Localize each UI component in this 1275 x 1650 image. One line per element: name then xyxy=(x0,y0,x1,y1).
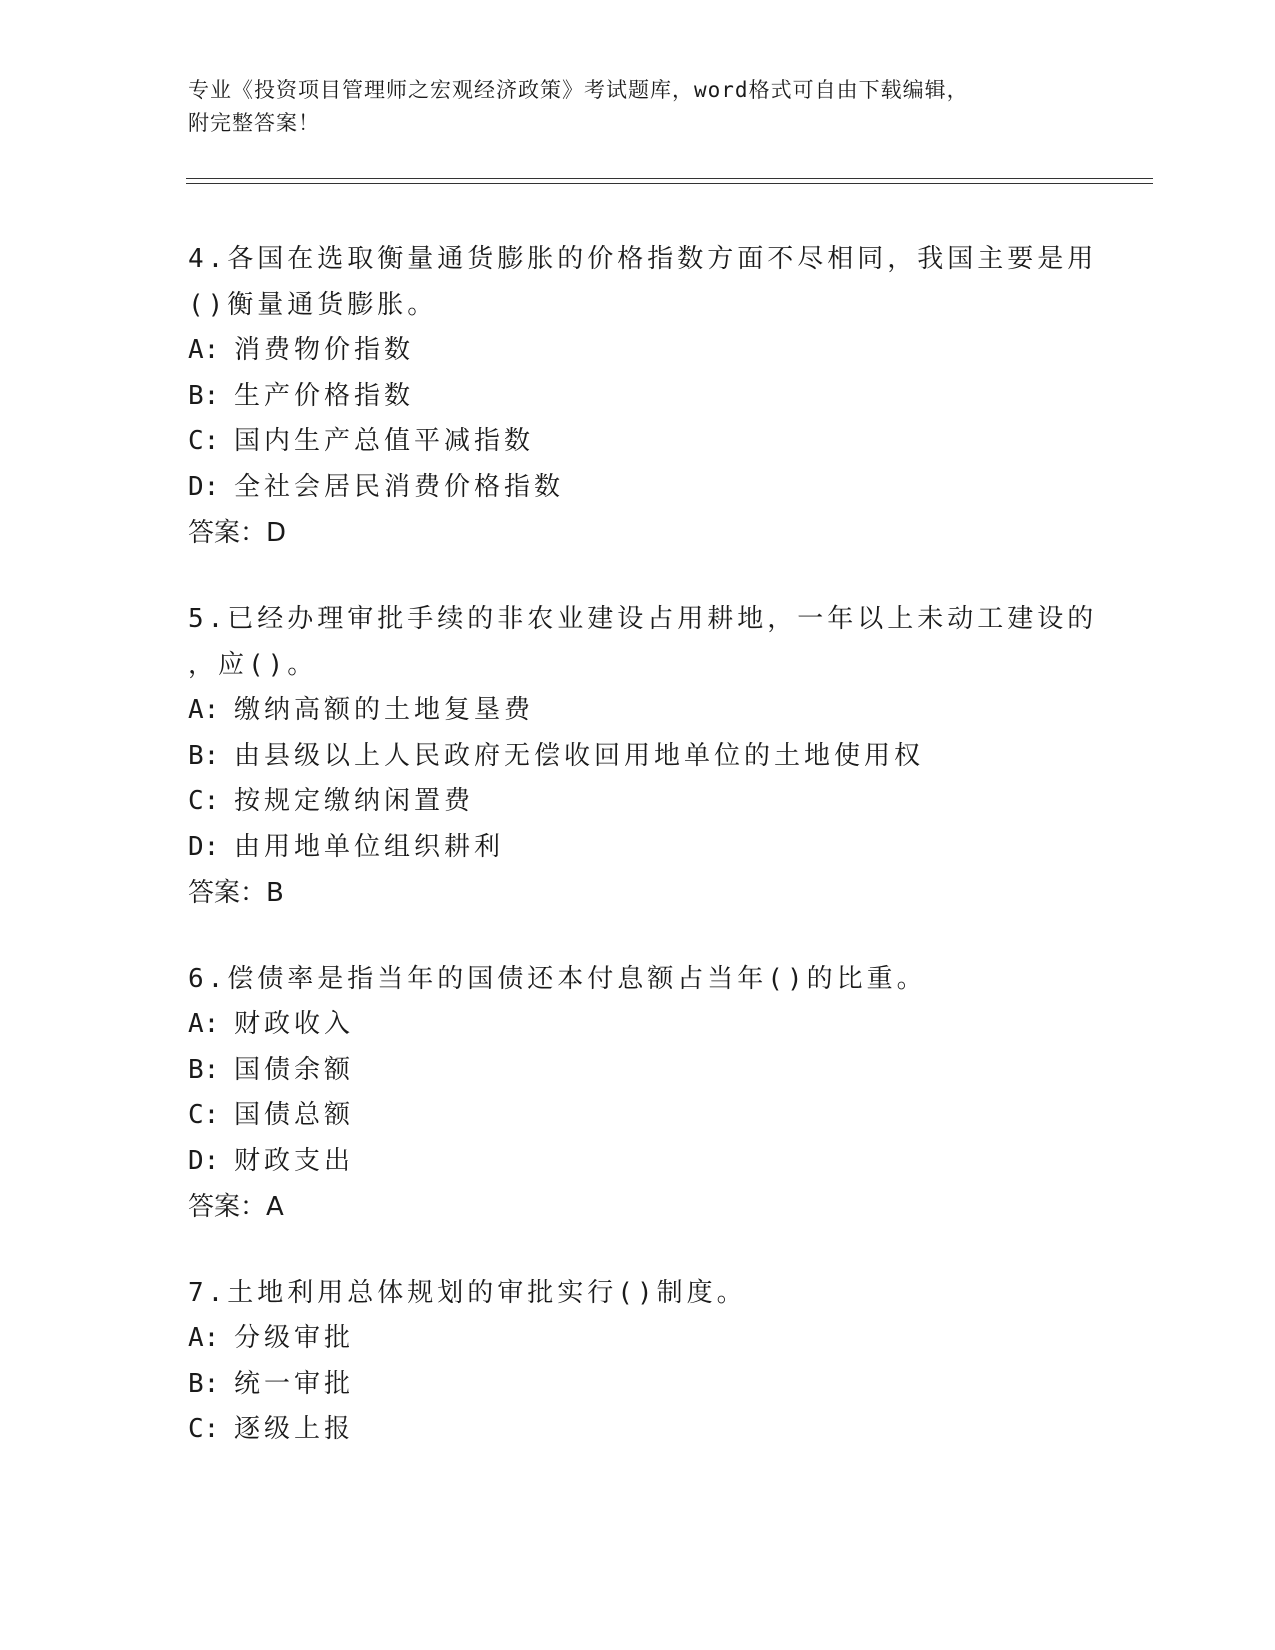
option-d xyxy=(188,1139,1108,1185)
option-c xyxy=(188,779,1108,825)
option-text: 缴纳高额的土地复垦费 xyxy=(234,695,535,725)
option-key: C: xyxy=(188,1100,220,1130)
option-text: 由用地单位组织耕利 xyxy=(234,831,505,862)
option-text: 财政支出 xyxy=(234,1145,355,1176)
option-b xyxy=(188,374,1108,420)
option-key: A: xyxy=(188,1323,220,1353)
option-text: 统一审批 xyxy=(234,1368,355,1399)
option-c xyxy=(188,1407,1108,1453)
header-divider-bottom xyxy=(186,183,1153,184)
document-header xyxy=(188,74,1088,140)
option-text: 国债余额 xyxy=(234,1054,355,1085)
question-stem: 7.土地利用总体规划的审批实行()制度。 xyxy=(188,1278,747,1308)
option-b xyxy=(188,1362,1108,1408)
option-text: 国内生产总值平减指数 xyxy=(234,426,535,456)
option-text: 分级审批 xyxy=(234,1323,355,1353)
option-key: D: xyxy=(188,471,220,502)
option-key: A: xyxy=(188,335,220,365)
option-key: B: xyxy=(188,1368,220,1399)
option-text: 财政收入 xyxy=(234,1009,355,1039)
option-a xyxy=(188,1316,1108,1362)
option-text: 全社会居民消费价格指数 xyxy=(234,471,565,502)
option-d xyxy=(188,825,1108,871)
option-key: B: xyxy=(188,740,220,771)
option-key: B: xyxy=(188,380,220,411)
answer-line: 答案：A xyxy=(188,1192,284,1222)
header-line-2: 附完整答案！ xyxy=(188,111,320,135)
question-stem: ()衡量通货膨胀。 xyxy=(188,290,438,320)
header-line-1: 专业《投资项目管理师之宏观经济政策》考试题库，word格式可自由下载编辑， xyxy=(188,78,969,102)
option-text: 逐级上报 xyxy=(234,1414,355,1444)
option-key: D: xyxy=(188,1145,220,1176)
option-key: D: xyxy=(188,831,220,862)
question-stem: 5.已经办理审批手续的非农业建设占用耕地，一年以上未动工建设的 xyxy=(188,604,1098,634)
question-stem: 6.偿债率是指当年的国债还本付息额占当年()的比重。 xyxy=(188,964,927,994)
option-text: 按规定缴纳闲置费 xyxy=(234,786,475,816)
option-d xyxy=(188,465,1108,511)
question-stem: 4.各国在选取衡量通货膨胀的价格指数方面不尽相同，我国主要是用 xyxy=(188,244,1098,274)
option-a xyxy=(188,688,1108,734)
question-5 xyxy=(188,596,1108,916)
option-a xyxy=(188,1002,1108,1048)
option-c xyxy=(188,419,1108,465)
header-divider-top xyxy=(186,178,1153,179)
answer-line: 答案：D xyxy=(188,518,287,548)
option-text: 生产价格指数 xyxy=(234,380,415,411)
answer-line: 答案：B xyxy=(188,878,284,908)
option-key: A: xyxy=(188,695,220,725)
option-key: B: xyxy=(188,1054,220,1085)
question-6 xyxy=(188,956,1108,1230)
option-key: A: xyxy=(188,1009,220,1039)
option-text: 消费物价指数 xyxy=(234,335,415,365)
question-7 xyxy=(188,1270,1108,1453)
option-key: C: xyxy=(188,786,220,816)
question-list xyxy=(188,236,1108,1493)
option-key: C: xyxy=(188,426,220,456)
option-key: C: xyxy=(188,1414,220,1444)
question-stem: ，应()。 xyxy=(188,650,318,680)
option-text: 由县级以上人民政府无偿收回用地单位的土地使用权 xyxy=(234,740,925,771)
option-text: 国债总额 xyxy=(234,1100,355,1130)
question-4 xyxy=(188,236,1108,556)
option-a xyxy=(188,328,1108,374)
option-b xyxy=(188,734,1108,780)
option-b xyxy=(188,1048,1108,1094)
option-c xyxy=(188,1093,1108,1139)
